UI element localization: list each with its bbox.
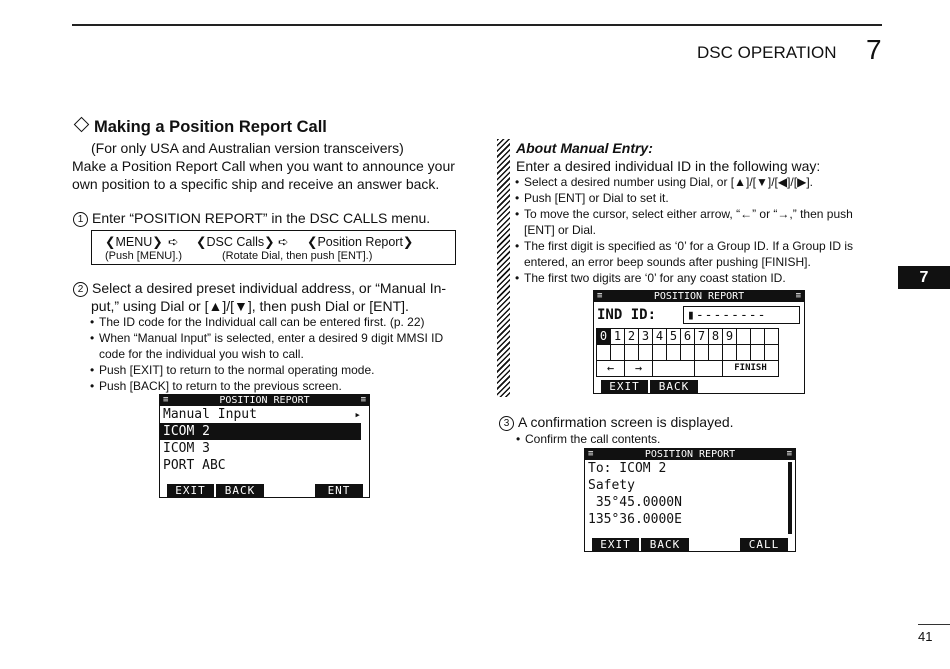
empty-key[interactable] (653, 361, 695, 377)
lcd-list-item-selected[interactable]: ICOM 2 (160, 423, 361, 440)
empty-key[interactable] (667, 345, 681, 361)
exit-softkey[interactable]: EXIT (601, 380, 648, 393)
empty-key[interactable] (765, 329, 779, 345)
digit-key[interactable]: 9 (723, 329, 737, 345)
digit-key[interactable]: 8 (709, 329, 723, 345)
lcd-screen-confirmation (584, 448, 796, 552)
ent-softkey[interactable]: ENT (315, 484, 363, 497)
digit-key[interactable]: 2 (625, 329, 639, 345)
menu-icon: ≡ (360, 395, 366, 405)
empty-key[interactable] (751, 345, 765, 361)
step-2-line-2: put,” using Dial or [▲]/[▼], then push Dial or [ENT]. (91, 298, 409, 314)
digit-key[interactable]: 5 (667, 329, 681, 345)
arrow-right-icon: ▸ (354, 408, 361, 421)
section-title: Making a Position Report Call (73, 118, 327, 137)
lcd-softkeys (594, 379, 804, 393)
bullet-item: • Confirm the call contents. (516, 431, 660, 447)
exit-softkey[interactable]: EXIT (592, 538, 639, 551)
bullet-item: • Select a desired number using Dial, or [▲]/[▼]/[◀]/[▶]. (515, 174, 883, 190)
digit-key[interactable]: 6 (681, 329, 695, 345)
menu-path-arrow: ➪ (168, 235, 179, 249)
empty-key[interactable] (695, 345, 709, 361)
step-number: 3 (499, 416, 514, 431)
digit-key[interactable]: 0 (597, 329, 611, 345)
digit-key[interactable]: 1 (611, 329, 625, 345)
lcd-text-line: 135°36.0000E (588, 512, 682, 527)
menu-path-hint: (Push [MENU].) (105, 250, 183, 262)
empty-key[interactable] (611, 345, 625, 361)
chapter-side-tab: 7 (898, 266, 950, 289)
menu-path-item: ❮Position Report❯ (307, 235, 414, 249)
lcd-title-bar: ≡ POSITION REPORT ≡ (160, 395, 369, 406)
empty-key[interactable] (737, 345, 751, 361)
ind-id-label: IND ID: (597, 307, 657, 323)
menu-icon: ≡ (795, 291, 801, 301)
lcd-list-item[interactable]: ICOM 3 (163, 441, 210, 456)
empty-key[interactable] (597, 345, 611, 361)
digit-grid (596, 328, 779, 377)
manual-entry-bullets (515, 174, 883, 286)
bullet-continuation: code for the individual you wish to call. (99, 347, 304, 361)
right-arrow-key[interactable]: → (625, 361, 653, 377)
lcd-screen-manual-entry (593, 290, 805, 394)
lcd-text-line: To: ICOM 2 (588, 461, 667, 476)
back-softkey[interactable]: BACK (641, 538, 689, 551)
left-arrow-key[interactable]: ← (597, 361, 625, 377)
call-softkey[interactable]: CALL (740, 538, 788, 551)
bullet-item: • Push [ENT] or Dial to set it. (515, 190, 883, 206)
chapter-number: 7 (866, 34, 882, 65)
digit-key[interactable]: 4 (653, 329, 667, 345)
finish-key[interactable]: FINISH (723, 361, 779, 377)
step-3: 3 A confirmation screen is displayed. (499, 413, 734, 431)
menu-path-box (91, 230, 456, 265)
menu-path-item: ❮MENU❯ (105, 235, 163, 249)
bullet-continuation: entered, an error beep sounds after pushing [FINISH]. (524, 255, 811, 269)
empty-key[interactable] (681, 345, 695, 361)
section-subtitle: (For only USA and Australian version transceivers) (91, 140, 404, 156)
empty-key[interactable] (751, 329, 765, 345)
note-hatch-bar (497, 139, 510, 397)
lcd-text-line: Safety (588, 478, 635, 493)
diamond-icon (74, 117, 90, 133)
lcd-list-item[interactable]: Manual Input ▸ (163, 407, 361, 422)
intro-line-1: Make a Position Report Call when you want to announce your (72, 158, 455, 174)
empty-key[interactable] (625, 345, 639, 361)
empty-key[interactable] (765, 345, 779, 361)
bullet-item: • The ID code for the Individual call can be entered first. (p. 22) (90, 314, 460, 330)
empty-key[interactable] (653, 345, 667, 361)
bullet-item: • Push [EXIT] to return to the normal operating mode. (90, 362, 460, 378)
manual-entry-intro: Enter a desired individual ID in the following way: (516, 158, 821, 174)
lcd-screen-address-select (159, 394, 370, 498)
step-number: 2 (73, 282, 88, 297)
step-number: 1 (73, 212, 88, 227)
bullet-item: • When “Manual Input” is selected, enter a desired 9 digit MMSI ID (90, 330, 460, 346)
lcd-softkeys (160, 483, 369, 497)
bullet-continuation: [ENT] or Dial. (524, 223, 597, 237)
bullet-item: • The first digit is specified as ‘0’ for a Group ID. If a Group ID is (515, 238, 883, 254)
menu-path-arrow: ➪ (278, 235, 289, 249)
lcd-text-line: 35°45.0000N (588, 495, 682, 510)
empty-key[interactable] (709, 345, 723, 361)
intro-line-2: own position to a specific ship and receive an answer back. (72, 176, 440, 192)
back-softkey[interactable]: BACK (216, 484, 264, 497)
chapter-title: DSC OPERATION (697, 43, 837, 62)
digit-key[interactable]: 3 (639, 329, 653, 345)
menu-icon: ≡ (597, 291, 603, 301)
step-1: 1 Enter “POSITION REPORT” in the DSC CALLS menu. (73, 209, 430, 227)
empty-key[interactable] (639, 345, 653, 361)
empty-key[interactable] (723, 345, 737, 361)
menu-path-item: ❮DSC Calls❯ (196, 235, 275, 249)
top-rule (72, 24, 882, 26)
page-number: 41 (918, 629, 933, 644)
step-3-bullets (516, 431, 660, 447)
menu-path-hint: (Rotate Dial, then push [ENT].) (222, 250, 373, 262)
exit-softkey[interactable]: EXIT (167, 484, 214, 497)
step-2-bullets (90, 314, 460, 394)
page-rule (918, 624, 950, 625)
menu-icon: ≡ (163, 395, 169, 405)
bullet-item: • To move the cursor, select either arrow, “←” or “→,” then push (515, 206, 883, 222)
digit-key[interactable]: 7 (695, 329, 709, 345)
menu-icon: ≡ (786, 449, 792, 459)
manual-entry-title: About Manual Entry: (516, 140, 653, 156)
lcd-list-item[interactable]: PORT ABC (163, 458, 226, 473)
empty-key[interactable] (695, 361, 723, 377)
menu-icon: ≡ (588, 449, 594, 459)
lcd-title-bar: ≡ POSITION REPORT ≡ (594, 291, 804, 302)
back-softkey[interactable]: BACK (650, 380, 698, 393)
empty-key[interactable] (737, 329, 751, 345)
lcd-softkeys (585, 537, 795, 551)
step-2: 2 Select a desired preset individual address, or “Manual In- (73, 279, 446, 297)
lcd-title-bar: ≡ POSITION REPORT ≡ (585, 449, 795, 460)
bullet-item: • The first two digits are ‘0’ for any coast station ID. (515, 270, 883, 286)
bullet-item: • Push [BACK] to return to the previous screen. (90, 378, 460, 394)
ind-id-field[interactable]: ▮-------- (683, 306, 800, 324)
